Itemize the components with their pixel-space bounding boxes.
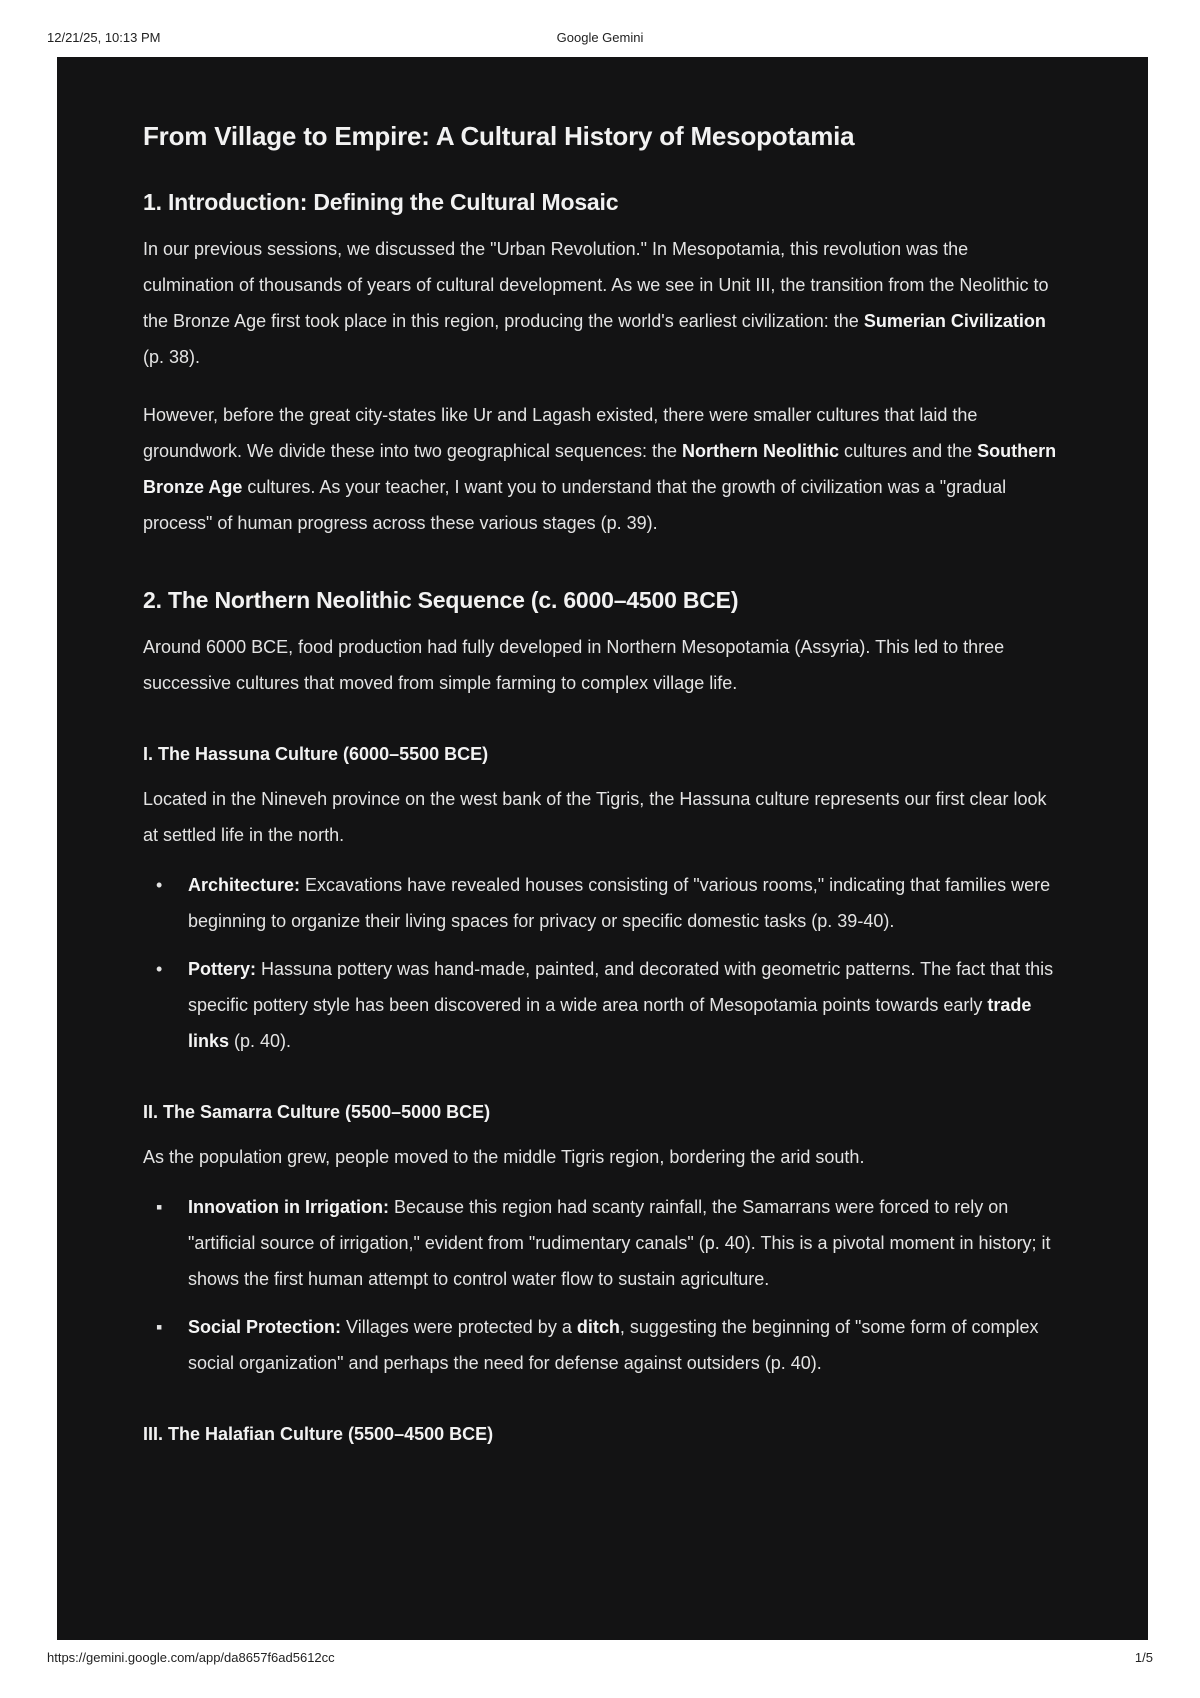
bold-term: ditch (576, 1317, 620, 1337)
bold-term: Southern Bronze Age (143, 441, 1057, 497)
samarra-intro-paragraph: As the population grew, people moved to the middle Tigris region, bordering the arid south. (143, 1147, 865, 1167)
samarra-bullet-list (143, 1189, 1063, 1381)
bullet-label: Social Protection: (188, 1317, 342, 1337)
text-run: Villages were protected by a (341, 1317, 577, 1337)
bullet-icon: ▪ (156, 1197, 163, 1217)
bold-term: Sumerian Civilization (863, 311, 1046, 331)
subheading-samarra: II. The Samarra Culture (5500–5000 BCE) (143, 1102, 491, 1122)
text-run: However, before the great city-states like Ur and Lagash existed, there were smaller cultures that laid the groundwork. We divide these into two geographical sequences: the (143, 405, 978, 461)
print-page-title: Google Gemini (556, 30, 644, 45)
list-item (143, 1309, 1063, 1381)
bullet-icon: • (156, 959, 163, 979)
text-run: (p. 40). (229, 1031, 292, 1051)
bullet-label: Innovation in Irrigation: (188, 1197, 389, 1217)
bullet-icon: • (156, 875, 163, 895)
document-content (143, 107, 1063, 1461)
document-title: From Village to Empire: A Cultural History of Mesopotamia (143, 121, 855, 151)
text-run: , suggesting the beginning of "some form of complex social organization" and perhaps the need for defense against outsiders (p. 40). (188, 1317, 1039, 1373)
intro-paragraph-2 (143, 397, 1063, 541)
section-heading-northern-neolithic: 2. The Northern Neolithic Sequence (c. 6000–4500 BCE) (143, 587, 739, 613)
bullet-label: Pottery: (188, 959, 257, 979)
print-header (0, 30, 1200, 48)
print-url: https://gemini.google.com/app/da8657f6ad5612cc (47, 1650, 335, 1665)
intro-paragraph-1 (143, 231, 1063, 375)
subheading-hassuna: I. The Hassuna Culture (6000–5500 BCE) (143, 744, 489, 764)
response-panel (57, 57, 1148, 1640)
text-run: Excavations have revealed houses consisting of "various rooms," indicating that families were beginning to organize their living spaces for privacy or specific domestic tasks (p. 39-40). (188, 875, 1051, 931)
list-item (143, 867, 1063, 939)
subheading-halafian: III. The Halafian Culture (5500–4500 BCE) (143, 1424, 494, 1444)
bullet-label: Architecture: (188, 875, 301, 895)
print-page-number: 1/5 (1134, 1650, 1153, 1665)
hassuna-intro-paragraph: Located in the Nineveh province on the west bank of the Tigris, the Hassuna culture represents our first clear look at settled life in the north. (143, 789, 1047, 845)
text-run: In our previous sessions, we discussed the "Urban Revolution." In Mesopotamia, this revolution was the culmination of thousands of years of cultural development. As we see in Unit III, the transition from the Neolithic to the Bronze Age first took place in this region, producing the world's earliest civilization: the (143, 239, 1049, 331)
section-heading-introduction: 1. Introduction: Defining the Cultural Mosaic (143, 189, 619, 215)
northern-intro-paragraph: Around 6000 BCE, food production had fully developed in Northern Mesopotamia (Assyria). This led to three successive cultures that moved from simple farming to complex village life. (143, 637, 1005, 693)
hassuna-bullet-list (143, 867, 1063, 1059)
text-run: (p. 38). (143, 347, 201, 367)
print-footer (0, 1650, 1200, 1668)
list-item (143, 951, 1063, 1059)
text-run: cultures and the (839, 441, 978, 461)
bold-term: Northern Neolithic (682, 441, 840, 461)
text-run: Because this region had scanty rainfall, the Samarrans were forced to rely on "artificial source of irrigation," evident from "rudimentary canals" (p. 40). This is a pivotal moment in history; it shows the first human attempt to control water flow to sustain agriculture. (188, 1197, 1051, 1289)
print-datetime: 12/21/25, 10:13 PM (47, 30, 161, 45)
bold-term: trade links (188, 995, 1032, 1051)
list-item (143, 1189, 1063, 1297)
text-run: Hassuna pottery was hand-made, painted, and decorated with geometric patterns. The fact that this specific pottery style has been discovered in a wide area north of Mesopotamia points towards early (188, 959, 1054, 1015)
text-run: cultures. As your teacher, I want you to understand that the growth of civilization was a "gradual process" of human progress across these various stages (p. 39). (143, 477, 1007, 533)
bullet-icon: ▪ (156, 1317, 163, 1337)
